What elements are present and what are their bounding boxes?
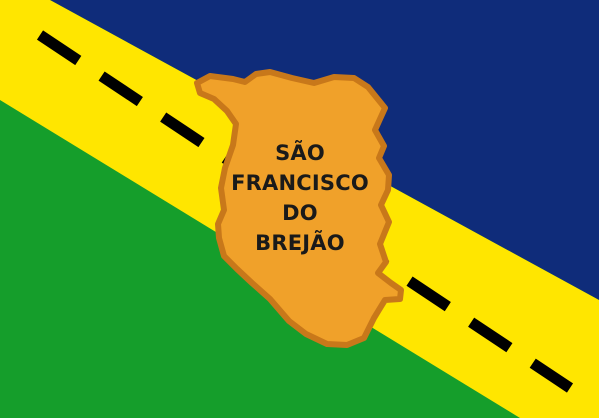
municipality-name xyxy=(225,138,375,258)
name-line-2: FRANCISCO xyxy=(231,171,369,195)
name-line-4: BREJÃO xyxy=(255,231,345,255)
name-line-3: DO xyxy=(282,201,318,225)
name-line-1: SÃO xyxy=(275,141,325,165)
